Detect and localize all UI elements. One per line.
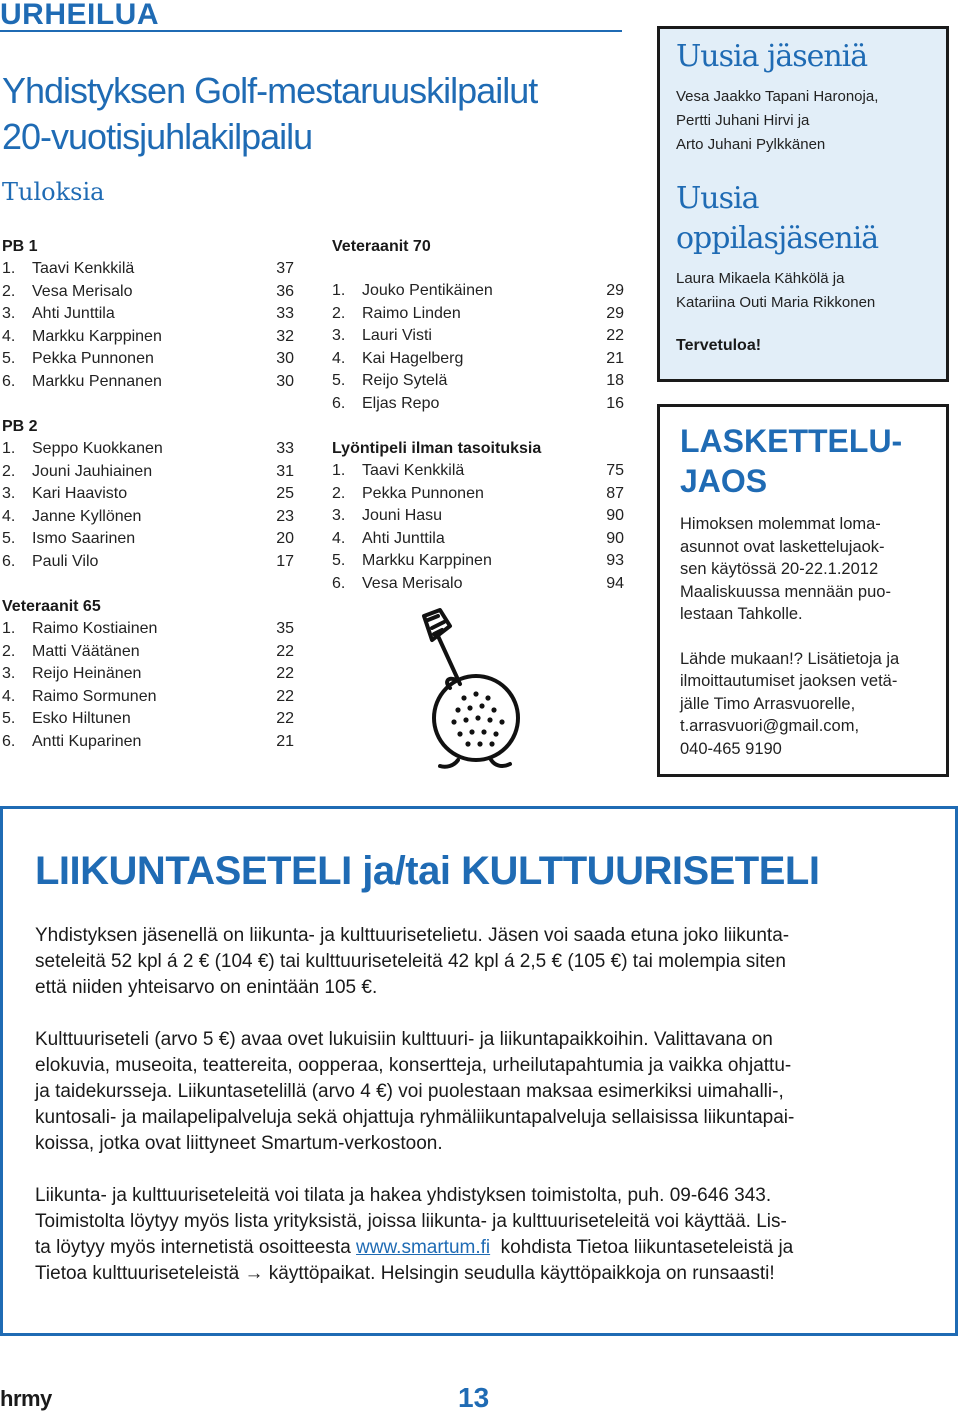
new-members-title: Uusia jäseniä: [676, 39, 868, 74]
player-name: Ahti Junttila: [362, 529, 445, 547]
result-row: [2, 303, 294, 326]
new-student-members-title: Uusia oppilasjäseniä: [676, 181, 879, 256]
player-name: Eljas Repo: [362, 394, 440, 412]
score: 17: [276, 552, 294, 570]
score: 37: [276, 260, 294, 277]
score: 21: [276, 732, 294, 750]
new-members-list: [676, 85, 932, 157]
result-row: [2, 686, 294, 709]
player-name: Antti Kuparinen: [32, 732, 142, 750]
player-name: Raimo Kostiainen: [32, 620, 158, 637]
ski-section-box: [657, 404, 949, 777]
text-line: Vesa Jaakko Tapani Haronoja,: [676, 88, 879, 105]
text-segment: ta löytyy myös internetistä osoitteesta: [35, 1237, 357, 1258]
golf-ball-illustration: [398, 606, 528, 776]
page-number: 13: [458, 1382, 490, 1413]
player-name: Taavi Kenkkilä: [362, 462, 465, 479]
result-row: [332, 528, 624, 551]
result-row: [332, 325, 624, 348]
score: 22: [276, 665, 294, 682]
results-left-column: [2, 235, 294, 753]
score: 94: [606, 574, 624, 592]
score: 30: [276, 350, 294, 367]
score: 32: [276, 327, 294, 345]
result-row: [2, 641, 294, 664]
group-title: Lyöntipeli ilman tasoituksia: [332, 440, 542, 457]
results-group: [2, 235, 294, 393]
player-name: Pekka Punnonen: [32, 350, 154, 367]
result-row: [2, 663, 294, 686]
player-name: Lauri Visti: [362, 327, 432, 344]
text-line: koissa, jotka ovat liittyneet Smartum-verkostoon.: [35, 1133, 443, 1154]
score: 22: [276, 710, 294, 727]
text-line: Kulttuuriseteli (arvo 5 €) avaa ovet lukuisiin kulttuuri- ja liikuntapaikkoihin. Valittavana on: [35, 1029, 773, 1050]
rank: 1.: [2, 260, 16, 277]
welcome-text: Tervetuloa!: [676, 337, 762, 354]
rank: 5.: [332, 552, 346, 569]
result-row: [2, 618, 294, 641]
title-line-2: 20-vuotisjuhlakilpailu: [2, 116, 313, 157]
text-line: Toimistolta löytyy myös lista yrityksistä, joissa liikunta- ja kulttuuriseteleitä voi käyttää. Lis-: [35, 1211, 787, 1232]
text-line: Laura Mikaela Kähkölä ja: [676, 270, 845, 287]
player-name: Reijo Heinänen: [32, 665, 142, 682]
group-title: Veteraanit 70: [332, 238, 431, 255]
voucher-info-box: [0, 806, 958, 1336]
score: 36: [276, 282, 294, 300]
rank: 3.: [2, 485, 16, 502]
score: 29: [606, 304, 624, 322]
score: 31: [276, 462, 294, 480]
result-row: [2, 528, 294, 551]
score: 25: [276, 485, 294, 502]
result-row: [2, 371, 294, 394]
text-line: Katariina Outi Maria Rikkonen: [676, 294, 876, 311]
result-row: [2, 551, 294, 574]
score: 22: [606, 327, 624, 344]
arrow-icon: →: [244, 1263, 264, 1284]
score: 18: [606, 372, 624, 389]
result-row: [2, 326, 294, 349]
text-line: että niiden yhteisarvo on enintään 105 €.: [35, 977, 378, 998]
score: 75: [606, 462, 624, 479]
text-line: Yhdistyksen jäsenellä on liikunta- ja kulttuurisetelietu. Jäsen voi saada etuna joko liikunta-: [35, 925, 790, 946]
player-name: Ahti Junttila: [32, 305, 115, 322]
player-name: Kai Hagelberg: [362, 349, 464, 367]
ski-section-contact: [680, 648, 932, 761]
text-segment: käyttöpaikat. Helsingin seudulla käyttöpaikkoja on runsaasti!: [263, 1263, 775, 1284]
results-group: [2, 415, 294, 573]
score: 93: [606, 552, 624, 569]
score: 90: [606, 529, 624, 547]
article-subtitle: Tuloksia: [2, 178, 105, 206]
player-name: Markku Karppinen: [32, 327, 162, 345]
text-line: lestaan Tahkolle.: [680, 605, 803, 623]
player-name: Ismo Saarinen: [32, 530, 136, 547]
rank: 2.: [2, 282, 16, 300]
voucher-paragraph: [35, 1027, 923, 1157]
score: 21: [606, 349, 624, 367]
text-line: seteleitä 52 kpl á 2 € (104 €) tai kulttuuriseteleitä 42 kpl á 2,5 € (105 €) tai molempia siten: [35, 951, 786, 972]
group-title: PB 2: [2, 418, 38, 435]
rank: 1.: [2, 440, 16, 457]
score: 33: [276, 305, 294, 322]
rank: 4.: [2, 507, 16, 525]
result-row: [2, 281, 294, 304]
player-name: Taavi Kenkkilä: [32, 260, 135, 277]
text-line: Pertti Juhani Hirvi ja: [676, 112, 810, 129]
text-line: Himoksen molemmat loma-: [680, 515, 881, 533]
text-line: kuntosali- ja mailapelipalveluja sekä ohjattuja ryhmäliikuntapalveluja sellaisissa liikuntapai-: [35, 1107, 795, 1128]
rank: 3.: [332, 507, 346, 524]
rank: 2.: [2, 462, 16, 480]
result-row: [2, 731, 294, 754]
score: 22: [276, 687, 294, 705]
result-row: [2, 258, 294, 281]
player-name: Reijo Sytelä: [362, 372, 448, 389]
ski-section-paragraph: [680, 513, 932, 626]
results-group: [332, 437, 624, 595]
text-line: ilmoittautumiset jaoksen vetä-: [680, 672, 898, 690]
voucher-paragraph: [35, 1183, 923, 1287]
rank: 2.: [2, 642, 16, 660]
text-line: 040-465 9190: [680, 739, 782, 758]
text-line: [35, 1235, 923, 1261]
new-student-members-list: [676, 267, 932, 315]
result-row: [2, 506, 294, 529]
result-row: [2, 461, 294, 484]
score: 29: [606, 282, 624, 299]
player-name: Pauli Vilo: [32, 552, 99, 570]
player-name: Jouko Pentikäinen: [362, 282, 493, 299]
player-name: Vesa Merisalo: [32, 282, 133, 300]
title-line-1: Yhdistyksen Golf-mestaruuskilpailut: [2, 70, 538, 111]
player-name: Esko Hiltunen: [32, 710, 131, 727]
player-name: Pekka Punnonen: [362, 484, 484, 502]
result-row: [2, 438, 294, 461]
voucher-title: LIIKUNTASETELI ja/tai KULTTUURISETELI: [35, 849, 820, 893]
rank: 6.: [332, 394, 346, 412]
rank: 3.: [2, 665, 16, 682]
rank: 4.: [2, 687, 16, 705]
result-row: [332, 303, 624, 326]
text-line: Lähde mukaan!? Lisätietoja ja: [680, 649, 900, 668]
rank: 4.: [2, 327, 16, 345]
player-name: Raimo Sormunen: [32, 687, 157, 705]
result-row: [332, 483, 624, 506]
group-title: Veteraanit 65: [2, 598, 101, 615]
score: 16: [606, 394, 624, 412]
result-row: [332, 393, 624, 416]
score: 22: [276, 642, 294, 660]
player-name: Matti Väätänen: [32, 642, 140, 660]
text-line: [35, 1261, 923, 1287]
player-name: Jouni Jauhiainen: [32, 462, 153, 480]
title-line: JAOS: [680, 463, 768, 499]
result-row: [332, 550, 624, 573]
result-row: [2, 708, 294, 731]
rank: 1.: [332, 282, 346, 299]
rank: 1.: [332, 462, 346, 479]
rank: 5.: [2, 530, 16, 547]
text-segment: Tietoa kulttuuriseteleistä: [35, 1263, 245, 1284]
rank: 5.: [332, 372, 346, 389]
score: 33: [276, 440, 294, 457]
player-name: Raimo Linden: [362, 304, 461, 322]
player-name: Seppo Kuokkanen: [32, 440, 163, 457]
text-line: Maaliskuussa mennään puo-: [680, 582, 891, 601]
player-name: Janne Kyllönen: [32, 507, 142, 525]
rank: 6.: [2, 732, 16, 750]
rank: 4.: [332, 349, 346, 367]
results-group: [332, 235, 624, 415]
text-line: sen käytössä 20-22.1.2012: [680, 560, 879, 578]
text-line: Liikunta- ja kulttuuriseteleitä voi tilata ja hakea yhdistyksen toimistolta, puh. 09-646 343.: [35, 1185, 772, 1206]
results-group: [2, 595, 294, 753]
player-name: Kari Haavisto: [32, 485, 128, 502]
result-row: [332, 573, 624, 596]
new-members-box: [657, 26, 949, 382]
rank: 6.: [2, 372, 16, 390]
player-name: Jouni Hasu: [362, 507, 443, 524]
rank: 3.: [332, 327, 346, 344]
rank: 2.: [332, 304, 346, 322]
text-line: elokuvia, museoita, teattereita, oopperaa, konsertteja, urheilutapahtumia ja vaikka ohjattu-: [35, 1055, 792, 1076]
text-line: jälle Timo Arrasvuorelle,: [680, 694, 856, 713]
footer-logo: hrmy: [0, 1386, 52, 1411]
score: 23: [276, 507, 294, 525]
text-line: Arto Juhani Pylkkänen: [676, 136, 826, 153]
section-label: URHEILUA: [0, 0, 622, 32]
ski-section-title: [680, 421, 932, 501]
result-row: [332, 280, 624, 303]
result-row: [332, 348, 624, 371]
text-line: ja taidekursseja. Liikuntasetelillä (arvo 4 €) voi puolestaan maksaa esimerkiksi uimahalli-,: [35, 1081, 784, 1102]
text-line: asunnot ovat laskettelujaok-: [680, 537, 885, 556]
result-row: [332, 370, 624, 393]
rank: 3.: [2, 305, 16, 322]
rank: 5.: [2, 350, 16, 367]
result-row: [332, 505, 624, 528]
article-title: [2, 68, 642, 160]
score: 90: [606, 507, 624, 524]
group-title: PB 1: [2, 238, 38, 255]
text-line: t.arrasvuori@gmail.com,: [680, 717, 860, 735]
results-middle-column: [332, 235, 624, 595]
result-row: [2, 348, 294, 371]
rank: 5.: [2, 710, 16, 727]
voucher-paragraph: [35, 923, 923, 1001]
score: 87: [606, 484, 624, 502]
rank: 4.: [332, 529, 346, 547]
player-name: Markku Pennanen: [32, 372, 162, 390]
result-row: [2, 483, 294, 506]
rank: 2.: [332, 484, 346, 502]
score: 30: [276, 372, 294, 390]
text-segment: kohdista Tietoa liikuntaseteleistä ja: [490, 1237, 794, 1258]
score: 35: [276, 620, 294, 637]
smartum-link[interactable]: www.smartum.fi: [356, 1237, 491, 1258]
title-line: LASKETTELU-: [680, 423, 903, 459]
result-row: [332, 460, 624, 483]
rank: 1.: [2, 620, 16, 637]
player-name: Markku Karppinen: [362, 552, 492, 569]
score: 20: [276, 530, 294, 547]
player-name: Vesa Merisalo: [362, 574, 463, 592]
rank: 6.: [2, 552, 16, 570]
rank: 6.: [332, 574, 346, 592]
